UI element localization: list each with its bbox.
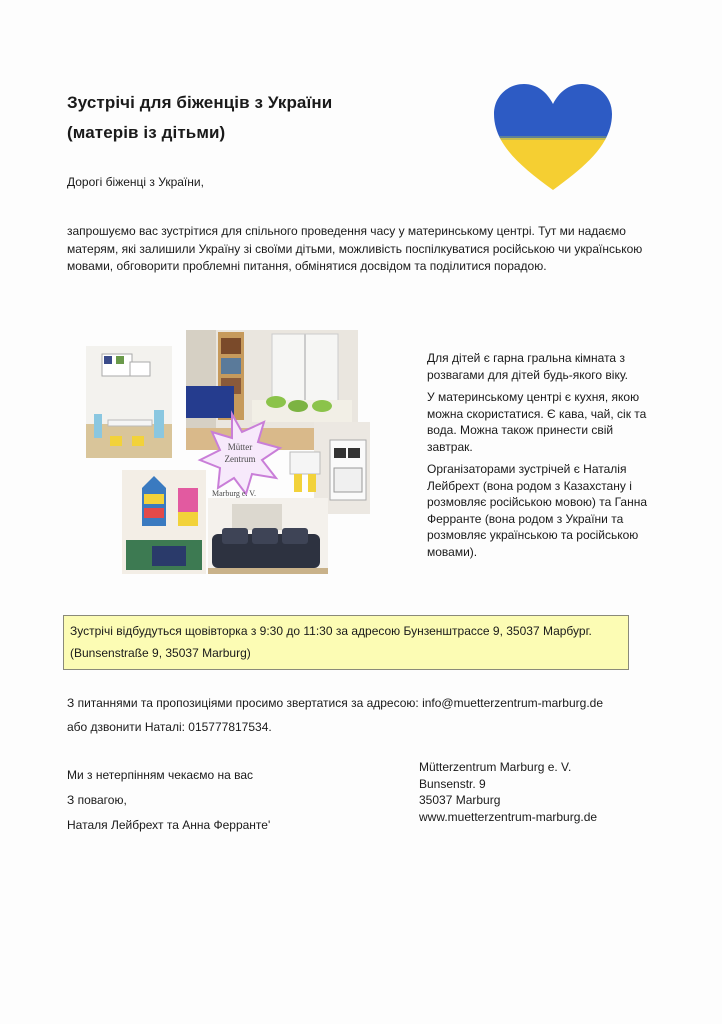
signature-names: Наталя Лейбрехт та Анна Ферранте'	[67, 818, 271, 832]
contact-phone-line: або дзвонити Наталі: 015777817534.	[67, 720, 272, 734]
closing-line: Ми з нетерпінням чекаємо на вас	[67, 768, 254, 782]
playroom-paragraph: Для дітей є гарна гральна кімната з розвагами для дітей будь-якого віку.	[427, 351, 628, 382]
page-title: Зустрічі для біженців з України	[67, 93, 333, 112]
regards-line: З повагою,	[67, 793, 127, 807]
info-column	[427, 350, 662, 566]
meeting-schedule: Зустрічі відбудуться щовівторка з 9:30 до 11:30 за адресою Бунзенштрассе 9, 35037 Марбург.	[70, 624, 592, 638]
center-photo-collage	[82, 328, 378, 576]
page-subtitle: (матерів із дітьми)	[67, 123, 226, 142]
photo-playroom-table	[86, 346, 172, 458]
photo-toy-blocks	[122, 470, 206, 574]
org-street: Bunsenstr. 9	[419, 776, 486, 791]
meeting-notice-box	[63, 615, 629, 670]
logo-text-line1: Mütter	[227, 442, 253, 452]
photo-sofa-room	[208, 498, 328, 574]
organization-address	[419, 759, 597, 825]
ukraine-heart-icon	[492, 82, 614, 194]
org-website: www.muetterzentrum-marburg.de	[419, 809, 598, 824]
logo-text-line3: Marburg e. V.	[212, 489, 256, 498]
org-name: Mütterzentrum Marburg e. V.	[419, 760, 572, 774]
logo-text-line2: Zentrum	[224, 454, 256, 464]
greeting: Дорогі біженці з України,	[67, 175, 204, 189]
intro-paragraph: запрошуємо вас зустрітися для спільного проведення часу у материнському центрі. Тут ми надаємо матерям, які залишили Україну зі своїми дітьми, можливість поспілкуватися російською чи українською мовами, обговорити проблемні питання, обмінятися досвідом та поділитися порадою.	[67, 224, 643, 273]
org-city: 35037 Marburg	[419, 793, 501, 807]
contact-email-line: З питаннями та пропозиціями просимо звертатися за адресою: info@muetterzentrum-marburg.de	[67, 696, 604, 710]
organizers-paragraph: Організаторами зустрічей є Наталія Лейбрехт (вона родом з Казахстану і розмовляє російською мовою) та Ганна Ферранте (вона родом з України та розмовляє українською та російською мовами).	[427, 462, 648, 559]
kitchen-paragraph: У материнському центрі є кухня, якою можна скористатися. Є кава, чай, сік та вода. Можна також принести свій завтрак.	[427, 390, 647, 454]
meeting-address: (Bunsenstraße 9, 35037 Marburg)	[70, 646, 251, 660]
